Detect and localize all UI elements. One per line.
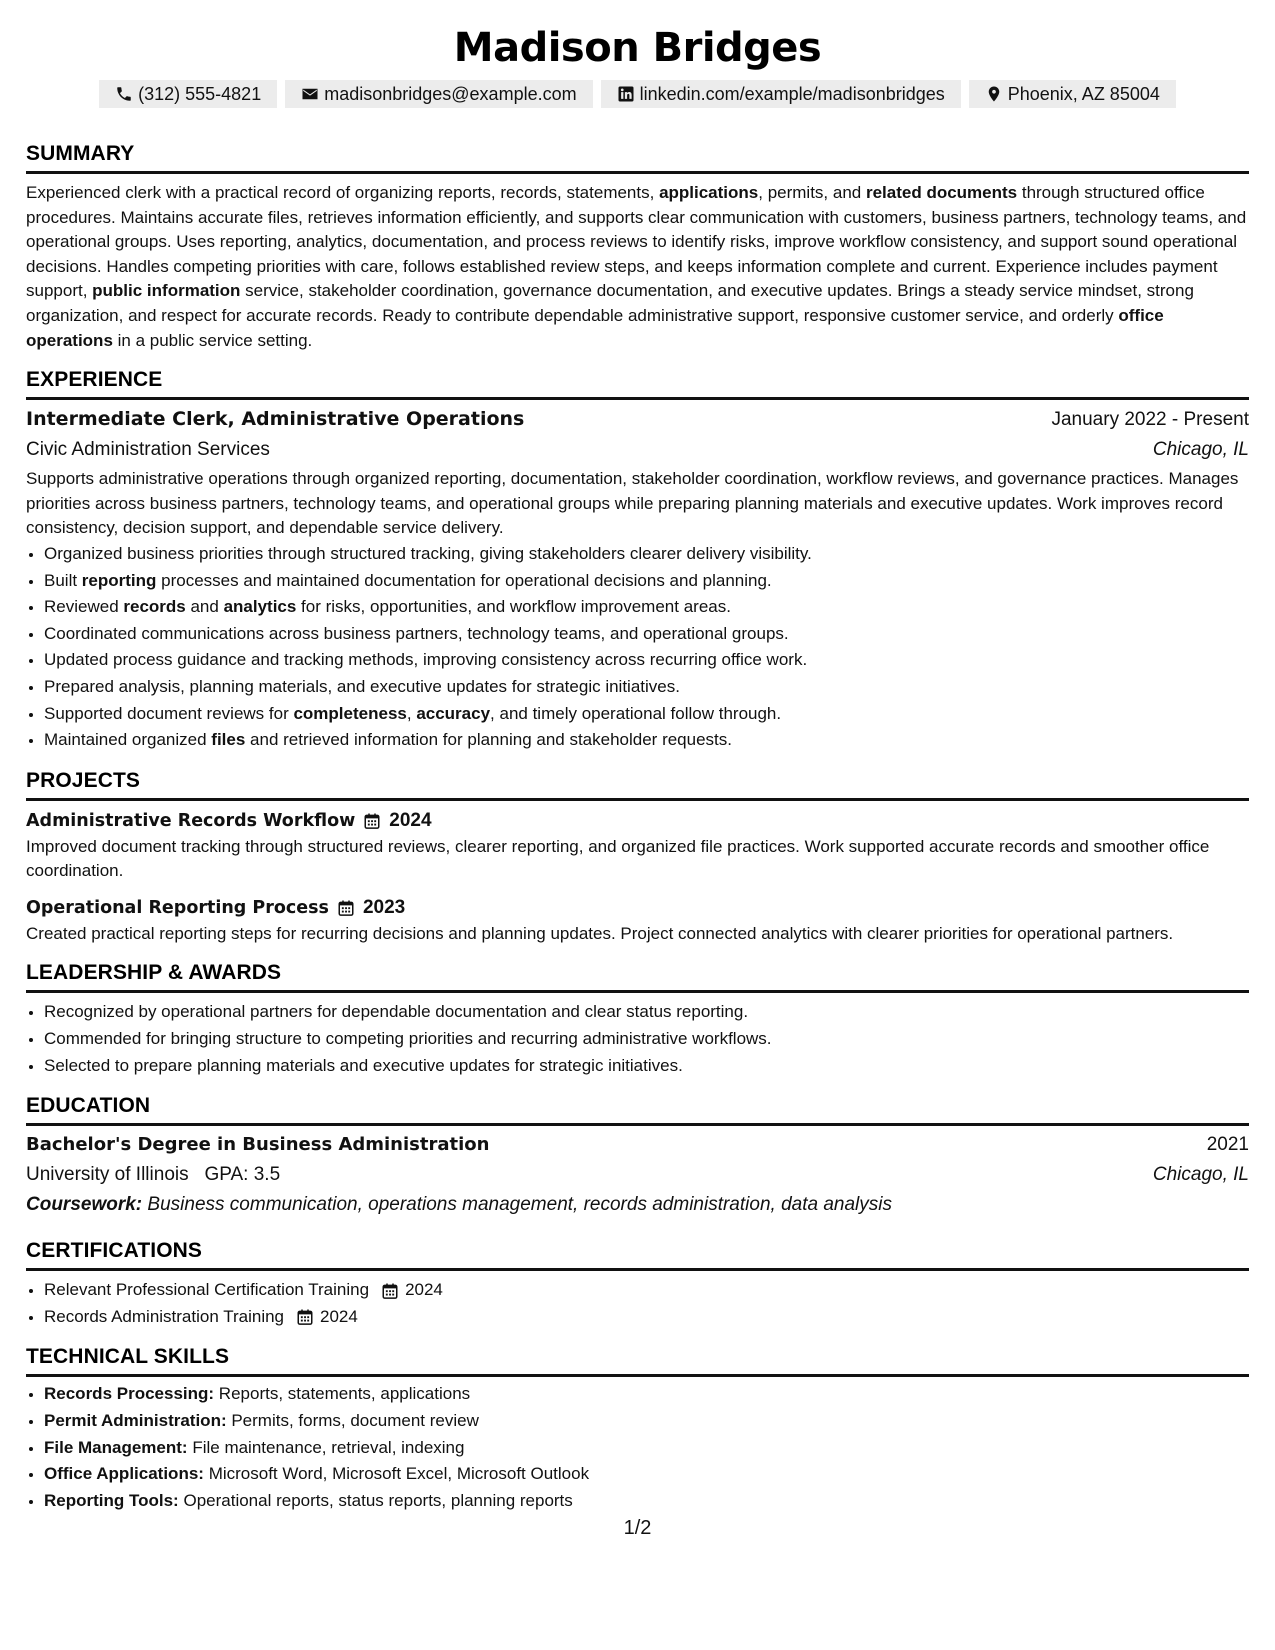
candidate-name: Madison Bridges [453,25,822,71]
skill-item [44,1408,1249,1435]
contact-location [969,80,1176,108]
project-title: Operational Reporting Process [26,897,329,918]
job-bullet: • Coordinated communications across business partners, technology teams, and operational groups. [44,621,1249,648]
summary-text: Experienced clerk with a practical record of organizing reports, records, statements, applications, permits, and related documents through structured office procedures. Maintains accurate files, retrieves information efficiently, and supports clear communication with customers, business partners, technology teams, and operational groups. Uses reporting, analytics, documentation, and process reviews to identify risks, improve workflow consistency, and support sound operational decisions. Handles competing priorities with care, follows established review steps, and keeps information complete and current. Experience includes payment support, public information service, stakeholder coordination, governance documentation, and executive updates. Brings a steady service mindset, strong organization, and respect for accurate records. Ready to contribute dependable administrative support, responsive customer service, and orderly office operations in a public service setting. [26,183,1247,350]
job-bullet: • Built reporting processes and maintained documentation for operational decisions and planning. [44,568,1249,595]
skill-value: File maintenance, retrieval, indexing [192,1437,465,1457]
envelope-icon [301,85,319,103]
skills-section [26,1344,1249,1514]
job-bullet: • Maintained organized files and retrieved information for planning and stakeholder requests. [44,727,1249,754]
certifications-heading: CERTIFICATIONS [26,1238,1249,1271]
skill-item [44,1381,1249,1408]
certification-year: 2024 [320,1306,358,1326]
job-title: Intermediate Clerk, Administrative Operations [26,408,525,431]
skill-value: Reports, statements, applications [218,1384,471,1404]
certification-name: • Records Administration Training [44,1306,285,1326]
degree-title: Bachelor's Degree in Business Administration [26,1134,490,1156]
job-bullet: • Updated process guidance and tracking methods, improving consistency across recurring office work. [44,647,1249,674]
degree-row [26,1130,1249,1160]
calendar-icon [337,899,355,917]
job-description: Supports administrative operations through organized reporting, documentation, stakeholder coordination, workflow reviews, and governance practices. Manages priorities across business partners, technology teams, and operational groups while preparing planning materials and executive updates. Work improves record consistency, decision support, and dependable service delivery. [26,469,1239,538]
coursework-label: Coursework: [26,1194,143,1216]
leadership-item: • Commended for bringing structure to competing priorities and recurring administrative workflows. [44,1026,1249,1053]
school-info [26,1160,280,1190]
phone-icon [115,85,133,103]
certifications-list [26,1277,1249,1330]
education-heading: EDUCATION [26,1093,1249,1126]
resume-page [26,22,1249,1514]
coursework [26,1190,1249,1220]
page-number: 1/2 [623,1517,652,1539]
job-location: Chicago, IL [1152,439,1249,461]
skills-list [26,1381,1249,1514]
skill-item [44,1461,1249,1488]
skill-item [44,1435,1249,1462]
experience-heading: EXPERIENCE [26,367,1249,400]
certification-name: • Relevant Professional Certification Training [44,1280,370,1300]
contact-bar [26,80,1249,108]
school-location: Chicago, IL [1152,1164,1249,1186]
summary-heading: SUMMARY [26,141,1249,174]
skill-label: File Management: [44,1437,188,1457]
project-description: Improved document tracking through structured reviews, clearer reporting, and organized file practices. Work supported accurate records and smoother office coordination. [26,836,1210,881]
project-year: 2024 [389,809,432,831]
project-description: Created practical reporting steps for recurring decisions and planning updates. Project connected analytics with clearer priorities for operational partners. [26,923,1174,943]
skill-label: Office Applications: [44,1464,204,1484]
contact-phone-text: (312) 555-4821 [138,84,262,104]
contact-email-text: madisonbridges@example.com [324,84,577,104]
job-header [26,404,1249,435]
coursework-text: Business communication, operations management, records administration, data analysis [147,1194,892,1216]
certification-item [44,1304,1249,1331]
school-row [26,1160,1249,1190]
project-title-row [26,807,1249,835]
summary-section [26,141,1249,353]
calendar-icon [363,812,381,830]
certification-year: 2024 [405,1280,443,1300]
job-bullets [26,541,1249,754]
calendar-icon [296,1308,314,1326]
job-company: Civic Administration Services [26,439,270,461]
job-bullet: • Organized business priorities through structured tracking, giving stakeholders clearer delivery visibility. [44,541,1249,568]
job-dates: January 2022 - Present [1051,409,1249,431]
calendar-icon [381,1282,399,1300]
linkedin-icon [617,85,635,103]
certifications-section [26,1238,1249,1330]
experience-section [26,367,1249,754]
project-title: Administrative Records Workflow [26,810,356,831]
project-year: 2023 [362,896,406,918]
skill-value: Permits, forms, document review [231,1411,479,1431]
leadership-item: • Recognized by operational partners for dependable documentation and clear status reporting. [44,999,1249,1026]
skill-item [44,1488,1249,1515]
education-section [26,1093,1249,1220]
skills-heading: TECHNICAL SKILLS [26,1344,1249,1377]
job-bullet: • Supported document reviews for completeness, accuracy, and timely operational follow through. [44,701,1249,728]
leadership-section [26,960,1249,1079]
contact-linkedin[interactable] [601,80,961,108]
degree-year: 2021 [1206,1134,1249,1156]
skill-label: Reporting Tools: [44,1490,179,1510]
job-bullet: • Prepared analysis, planning materials, and executive updates for strategic initiatives. [44,674,1249,701]
school-name: University of Illinois [26,1164,189,1186]
school-gpa: GPA: 3.5 [204,1164,281,1186]
leadership-heading: LEADERSHIP & AWARDS [26,960,1249,993]
job-subheader [26,435,1249,465]
leadership-list [26,999,1249,1079]
certification-item [44,1277,1249,1304]
skill-value: Microsoft Word, Microsoft Excel, Microsoft Outlook [208,1464,590,1484]
skill-value: Operational reports, status reports, planning reports [183,1490,573,1510]
project-title-row [26,894,1249,922]
job-bullet: • Reviewed records and analytics for risks, opportunities, and workflow improvement areas. [44,594,1249,621]
skill-label: Records Processing: [44,1384,215,1404]
contact-location-text: Phoenix, AZ 85004 [1007,84,1160,104]
contact-email[interactable] [285,80,592,108]
projects-heading: PROJECTS [26,768,1249,801]
leadership-item: • Selected to prepare planning materials and executive updates for strategic initiatives. [44,1053,1249,1080]
map-pin-icon [985,85,1003,103]
contact-linkedin-text: linkedin.com/example/madisonbridges [639,84,945,104]
contact-phone[interactable] [99,80,277,108]
projects-section [26,768,1249,947]
skill-label: Permit Administration: [44,1411,227,1431]
